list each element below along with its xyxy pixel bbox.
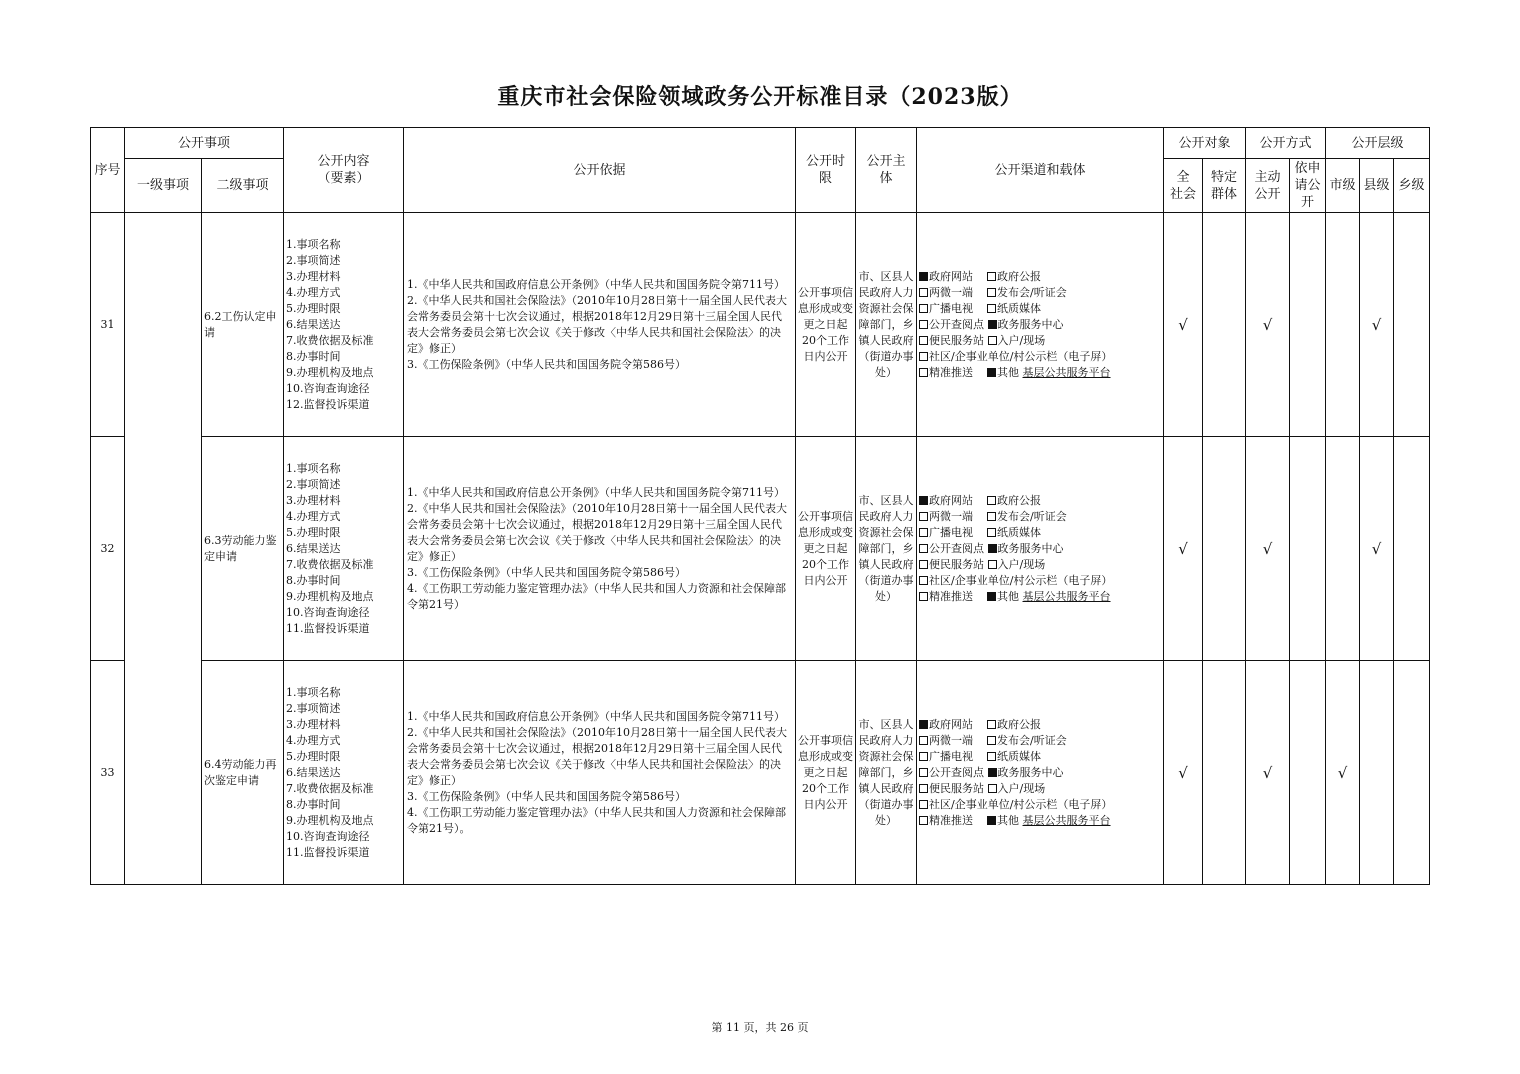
row-level-town — [1394, 213, 1430, 437]
header-basis: 公开依据 — [404, 128, 796, 213]
unchecked-box-icon — [987, 752, 996, 761]
header-seq: 序号 — [91, 128, 125, 213]
unchecked-box-icon — [988, 784, 997, 793]
header-level-town: 乡级 — [1394, 159, 1430, 213]
header-level2: 二级事项 — [202, 159, 284, 213]
row-basis: 1.《中华人民共和国政府信息公开条例》（中华人民共和国国务院令第711号） 2.《中华人民共和国社会保险法》（2010年10月28日第十一届全国人民代表大会常务委员会第十七次会议通过，根据2018年12月29日第十三届全国人民代表大会常务委员会第七次会议《关于修改〈中华人民共和国社会保险法〉的决定》修正） 3.《工伤保险条例》（中华人民共和国国务院令第586号） 4.《工伤职工劳动能力鉴定管理办法》（中华人民共和国人力资源和社会保障部令第21号）。 — [404, 661, 796, 885]
row-content: 1.事项名称 2.事项简述 3.办理材料 4.办理方式 5.办理时限 6.结果送达 7.收费依据及标准 8.办事时间 9.办理机构及地点 10.咨询查询途径 12.监督投诉渠道 — [284, 213, 404, 437]
row-content: 1.事项名称 2.事项简述 3.办理材料 4.办理方式 5.办理时限 6.结果送达 7.收费依据及标准 8.办事时间 9.办理机构及地点 10.咨询查询途径 11.监督投诉渠道 — [284, 661, 404, 885]
unchecked-box-icon — [919, 512, 928, 521]
row-method-apply — [1290, 661, 1326, 885]
checked-box-icon — [988, 544, 997, 553]
unchecked-box-icon — [919, 784, 928, 793]
header-level-city: 市级 — [1326, 159, 1360, 213]
unchecked-box-icon — [987, 720, 996, 729]
row-method-active: √ — [1246, 213, 1290, 437]
catalog-table — [90, 127, 1430, 885]
row-level-city — [1326, 437, 1360, 661]
row-seq: 33 — [91, 661, 125, 885]
row-time-limit: 公开事项信息形成或变更之日起20个工作日内公开 — [796, 213, 856, 437]
row-target-specific — [1203, 661, 1246, 885]
row-time-limit: 公开事项信息形成或变更之日起20个工作日内公开 — [796, 437, 856, 661]
header-target-specific: 特定 群体 — [1203, 159, 1246, 213]
unchecked-box-icon — [919, 288, 928, 297]
row-level-city: √ — [1326, 661, 1360, 885]
unchecked-box-icon — [919, 320, 928, 329]
header-matter: 公开事项 — [125, 128, 284, 159]
checked-box-icon — [988, 768, 997, 777]
row-subject: 市、区县人民政府人力资源社会保障部门，乡镇人民政府（街道办事处） — [856, 213, 917, 437]
checked-box-icon — [919, 272, 928, 281]
header-method: 公开方式 — [1246, 128, 1326, 159]
row-target-all: √ — [1164, 437, 1203, 661]
checked-box-icon — [919, 496, 928, 505]
row-level-county: √ — [1360, 213, 1394, 437]
unchecked-box-icon — [987, 288, 996, 297]
header-content: 公开内容 （要素） — [284, 128, 404, 213]
row-seq: 32 — [91, 437, 125, 661]
unchecked-box-icon — [919, 592, 928, 601]
unchecked-box-icon — [919, 816, 928, 825]
checked-box-icon — [919, 720, 928, 729]
unchecked-box-icon — [919, 576, 928, 585]
row-subject: 市、区县人民政府人力资源社会保障部门，乡镇人民政府（街道办事处） — [856, 437, 917, 661]
unchecked-box-icon — [919, 352, 928, 361]
header-target: 公开对象 — [1164, 128, 1246, 159]
unchecked-box-icon — [988, 560, 997, 569]
header-target-all: 全 社会 — [1164, 159, 1203, 213]
row-content: 1.事项名称 2.事项简述 3.办理材料 4.办理方式 5.办理时限 6.结果送达 7.收费依据及标准 8.办事时间 9.办理机构及地点 10.咨询查询途径 11.监督投诉渠道 — [284, 437, 404, 661]
row-level2: 6.4劳动能力再次鉴定申请 — [202, 661, 284, 885]
unchecked-box-icon — [919, 800, 928, 809]
unchecked-box-icon — [987, 272, 996, 281]
header-channel: 公开渠道和载体 — [917, 128, 1164, 213]
unchecked-box-icon — [919, 304, 928, 313]
page-footer: 第 11 页，共 26 页 — [711, 1021, 809, 1034]
unchecked-box-icon — [987, 496, 996, 505]
header-level: 公开层级 — [1326, 128, 1430, 159]
row-seq: 31 — [91, 213, 125, 437]
document-title: 重庆市社会保险领域政务公开标准目录（2023版） — [497, 84, 1023, 110]
row-level2: 6.2工伤认定申请 — [202, 213, 284, 437]
checked-box-icon — [987, 592, 996, 601]
row-level-town — [1394, 437, 1430, 661]
checked-box-icon — [987, 816, 996, 825]
unchecked-box-icon — [919, 336, 928, 345]
row-channels: 政府网站 政府公报 两微一端 发布会/听证会 广播电视 纸质媒体 公开查阅点 政务服务中心 便民服务站 入户/现场 社区/企事业单位/村公示栏（电子屏） 精准推送 其他 基层公共服务平台 — [917, 437, 1164, 661]
unchecked-box-icon — [919, 544, 928, 553]
row-subject: 市、区县人民政府人力资源社会保障部门，乡镇人民政府（街道办事处） — [856, 661, 917, 885]
unchecked-box-icon — [919, 560, 928, 569]
unchecked-box-icon — [987, 512, 996, 521]
row-method-apply — [1290, 437, 1326, 661]
row-basis: 1.《中华人民共和国政府信息公开条例》（中华人民共和国国务院令第711号） 2.《中华人民共和国社会保险法》（2010年10月28日第十一届全国人民代表大会常务委员会第十七次会议通过，根据2018年12月29日第十三届全国人民代表大会常务委员会第七次会议《关于修改〈中华人民共和国社会保险法〉的决定》修正） 3.《工伤保险条例》（中华人民共和国国务院令第586号） — [404, 213, 796, 437]
row-basis: 1.《中华人民共和国政府信息公开条例》（中华人民共和国国务院令第711号） 2.《中华人民共和国社会保险法》（2010年10月28日第十一届全国人民代表大会常务委员会第十七次会议通过，根据2018年12月29日第十三届全国人民代表大会常务委员会第七次会议《关于修改〈中华人民共和国社会保险法〉的决定》修正） 3.《工伤保险条例》（中华人民共和国国务院令第586号） 4.《工伤职工劳动能力鉴定管理办法》（中华人民共和国人力资源和社会保障部令第21号） — [404, 437, 796, 661]
table-row — [91, 437, 1430, 661]
level1-cell — [125, 213, 202, 885]
row-level2: 6.3劳动能力鉴定申请 — [202, 437, 284, 661]
unchecked-box-icon — [987, 528, 996, 537]
unchecked-box-icon — [919, 528, 928, 537]
unchecked-box-icon — [919, 768, 928, 777]
row-target-all: √ — [1164, 661, 1203, 885]
unchecked-box-icon — [987, 304, 996, 313]
table-row — [91, 661, 1430, 885]
row-level-county — [1360, 661, 1394, 885]
unchecked-box-icon — [919, 736, 928, 745]
unchecked-box-icon — [988, 336, 997, 345]
header-level-county: 县级 — [1360, 159, 1394, 213]
row-channels: 政府网站 政府公报 两微一端 发布会/听证会 广播电视 纸质媒体 公开查阅点 政务服务中心 便民服务站 入户/现场 社区/企事业单位/村公示栏（电子屏） 精准推送 其他 基层公共服务平台 — [917, 213, 1164, 437]
row-channels: 政府网站 政府公报 两微一端 发布会/听证会 广播电视 纸质媒体 公开查阅点 政务服务中心 便民服务站 入户/现场 社区/企事业单位/村公示栏（电子屏） 精准推送 其他 基层公共服务平台 — [917, 661, 1164, 885]
header-subject: 公开主 体 — [856, 128, 917, 213]
row-target-specific — [1203, 213, 1246, 437]
row-time-limit: 公开事项信息形成或变更之日起20个工作日内公开 — [796, 661, 856, 885]
row-level-county: √ — [1360, 437, 1394, 661]
unchecked-box-icon — [987, 736, 996, 745]
checked-box-icon — [987, 368, 996, 377]
row-level-city — [1326, 213, 1360, 437]
header-method-apply: 依申 请公 开 — [1290, 159, 1326, 213]
row-method-active: √ — [1246, 437, 1290, 661]
table-row — [91, 213, 1430, 437]
unchecked-box-icon — [919, 752, 928, 761]
header-method-active: 主动 公开 — [1246, 159, 1290, 213]
header-time-limit: 公开时 限 — [796, 128, 856, 213]
row-method-active: √ — [1246, 661, 1290, 885]
unchecked-box-icon — [919, 368, 928, 377]
row-method-apply — [1290, 213, 1326, 437]
row-target-specific — [1203, 437, 1246, 661]
checked-box-icon — [988, 320, 997, 329]
row-level-town — [1394, 661, 1430, 885]
row-target-all: √ — [1164, 213, 1203, 437]
header-level1: 一级事项 — [125, 159, 202, 213]
